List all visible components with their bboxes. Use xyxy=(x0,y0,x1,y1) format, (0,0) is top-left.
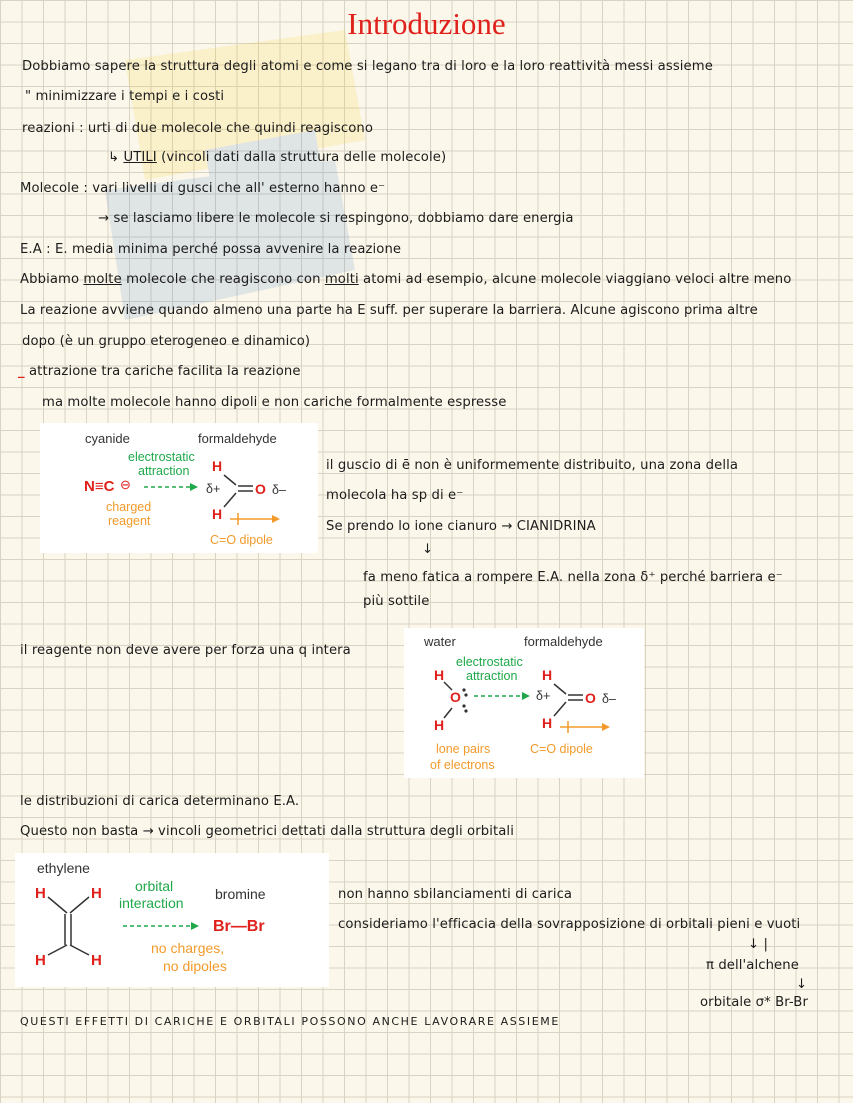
line-guscio: il guscio di ē non è uniformemente distribuito, una zona della xyxy=(326,458,739,473)
cyanide-formula: N≡C xyxy=(84,478,115,495)
arrow-down-2: ↓ xyxy=(796,977,808,992)
delta-plus: δ+ xyxy=(206,482,221,496)
lone-pairs-label: lone pairs xyxy=(436,742,491,756)
f2-h-bottom: H xyxy=(542,715,553,731)
formaldehyde-label: formaldehyde xyxy=(198,431,277,446)
line-la-reazione: La reazione avviene quando almeno una parte ha E suff. per superare la barriera. Alcune agiscono prima altre xyxy=(20,303,758,318)
line-struttura: Dobbiamo sapere la struttura degli atomi e come si legano tra di loro e la loro reattività messi assieme xyxy=(22,59,713,74)
lone-pair-dot xyxy=(464,709,467,712)
line-non-basta: Questo non basta → vincoli geometrici dettati dalla struttura degli orbitali xyxy=(20,824,514,839)
molti-word: molti xyxy=(324,272,359,287)
line-cianuro: Se prendo lo ione cianuro → CIANIDRINA xyxy=(326,519,596,534)
f2-delta-plus: δ+ xyxy=(536,689,551,703)
line-ea: E.A : E. media minima perché possa avvenire la reazione xyxy=(20,242,402,257)
eth-h-bl: H xyxy=(35,952,46,969)
abbiamo-b: molecole che reagiscono con xyxy=(121,272,325,287)
attrazione-text: attrazione tra cariche facilita la reazione xyxy=(29,364,301,379)
figure-water-formaldehyde xyxy=(404,628,644,778)
figure-cyanide-formaldehyde xyxy=(40,423,318,553)
eth-bond-bl xyxy=(48,945,67,955)
of-electrons-label: of electrons xyxy=(430,758,495,772)
f2-o-atom: O xyxy=(585,690,596,706)
line-utili xyxy=(108,149,446,167)
line-minimizzare: " minimizzare i tempi e i costi xyxy=(25,89,225,104)
ethylene-label: ethylene xyxy=(37,860,90,876)
lone-pair-dot xyxy=(462,688,465,691)
abbiamo-c: atomi ad esempio, alcune molecole viaggiano veloci altre meno xyxy=(358,272,792,287)
attraction-label: attraction xyxy=(138,464,190,478)
electrostatic-arrowhead xyxy=(190,483,198,491)
dipole-arrowhead xyxy=(272,515,280,523)
lone-pair-dot xyxy=(464,693,467,696)
molte-word: molte xyxy=(83,272,122,287)
eth-bond-tl xyxy=(48,897,67,913)
line-abbiamo xyxy=(20,271,791,289)
water-h-top: H xyxy=(434,667,445,683)
line-orbitale-sigma: orbitale σ* Br-Br xyxy=(700,995,808,1010)
line-respingono: → se lasciamo libere le molecole si respingono, dobbiamo dare energia xyxy=(98,211,574,226)
hook-arrow: ↳ xyxy=(108,150,120,165)
water-o: O xyxy=(450,689,461,705)
no-dipoles-label: no dipoles xyxy=(163,958,227,974)
cyanide-label: cyanide xyxy=(85,431,130,446)
line-distribuzioni: le distribuzioni di carica determinano E.A. xyxy=(20,794,300,809)
minus-charge: ⊖ xyxy=(120,477,131,492)
line-reagente: il reagente non deve avere per forza una q intera xyxy=(20,643,351,658)
h-top: H xyxy=(212,458,223,474)
f2-h-top: H xyxy=(542,667,553,683)
water-h-bottom: H xyxy=(434,717,445,733)
f2-delta-minus: δ– xyxy=(602,692,616,706)
line-reazioni: reazioni : urti di due molecole che quindi reagiscono xyxy=(22,121,374,136)
line-consideriamo: consideriamo l'efficacia della sovrapposizione di orbitali pieni e vuoti xyxy=(338,917,801,932)
eth-h-tl: H xyxy=(35,885,46,902)
page-title: Introduzione xyxy=(347,6,506,41)
line-sottile: più sottile xyxy=(363,594,430,609)
f2-dipole-arrowhead xyxy=(602,723,610,731)
interaction-label: interaction xyxy=(119,895,184,911)
utili-word: UTILI xyxy=(123,150,157,165)
abbiamo-a: Abbiamo xyxy=(20,272,84,287)
figure-ethylene-bromine xyxy=(15,853,329,987)
lone-pair-dot xyxy=(462,704,465,707)
line-fatica: fa meno fatica a rompere E.A. nella zona δ⁺ perché barriera e⁻ xyxy=(363,570,783,585)
orbital-arrowhead xyxy=(191,922,199,930)
line-attrazione xyxy=(18,363,301,381)
arrows-orbitali: ↓ | xyxy=(748,937,768,952)
water-bond-bottom xyxy=(444,708,452,718)
reagent-label: reagent xyxy=(108,514,151,528)
attraction-label-2: attraction xyxy=(466,669,518,683)
formaldehyde-label-2: formaldehyde xyxy=(524,634,603,649)
bond-h-top xyxy=(224,475,236,485)
water-label: water xyxy=(424,634,456,649)
eth-bond-br xyxy=(70,945,89,955)
eth-h-tr: H xyxy=(91,885,102,902)
line-molecola-sp: molecola ha sp di e⁻ xyxy=(326,488,464,503)
line-conclusione: QUESTI EFFETTI DI CARICHE E ORBITALI POSSONO ANCHE LAVORARE ASSIEME xyxy=(20,1015,560,1028)
brbr-formula: Br—Br xyxy=(213,918,265,935)
electrostatic-label: electrostatic xyxy=(128,450,195,464)
orbital-label: orbital xyxy=(135,878,174,894)
utili-rest: (vincoli dati dalla struttura delle molecole) xyxy=(156,150,447,165)
h-bottom: H xyxy=(212,506,223,522)
line-pi-alchene: π dell'alchene xyxy=(706,958,799,973)
electrostatic-arrowhead-2 xyxy=(522,692,530,700)
electrostatic-label-2: electrostatic xyxy=(456,655,523,669)
eth-h-br: H xyxy=(91,952,102,969)
charged-label: charged xyxy=(106,500,152,514)
arrow-down-1: ↓ xyxy=(422,542,434,557)
bond-h-bottom xyxy=(224,493,236,507)
f2-dipole-label: C=O dipole xyxy=(530,742,593,756)
eth-bond-tr xyxy=(70,897,89,913)
f2-bond-bottom xyxy=(554,702,566,716)
dipole-label: C=O dipole xyxy=(210,533,273,547)
no-charges-label: no charges, xyxy=(151,940,225,956)
o-atom: O xyxy=(255,481,266,497)
line-molecole: Molecole : vari livelli di gusci che all' esterno hanno e⁻ xyxy=(20,181,386,196)
red-dash: _ xyxy=(18,364,25,379)
line-sbilanciamenti: non hanno sbilanciamenti di carica xyxy=(338,887,573,902)
line-dipoli: ma molte molecole hanno dipoli e non cariche formalmente espresse xyxy=(42,395,507,410)
line-dopo: dopo (è un gruppo eterogeneo e dinamico) xyxy=(22,334,311,349)
f2-bond-top xyxy=(554,684,566,694)
delta-minus: δ– xyxy=(272,483,286,497)
bromine-label: bromine xyxy=(215,886,266,902)
